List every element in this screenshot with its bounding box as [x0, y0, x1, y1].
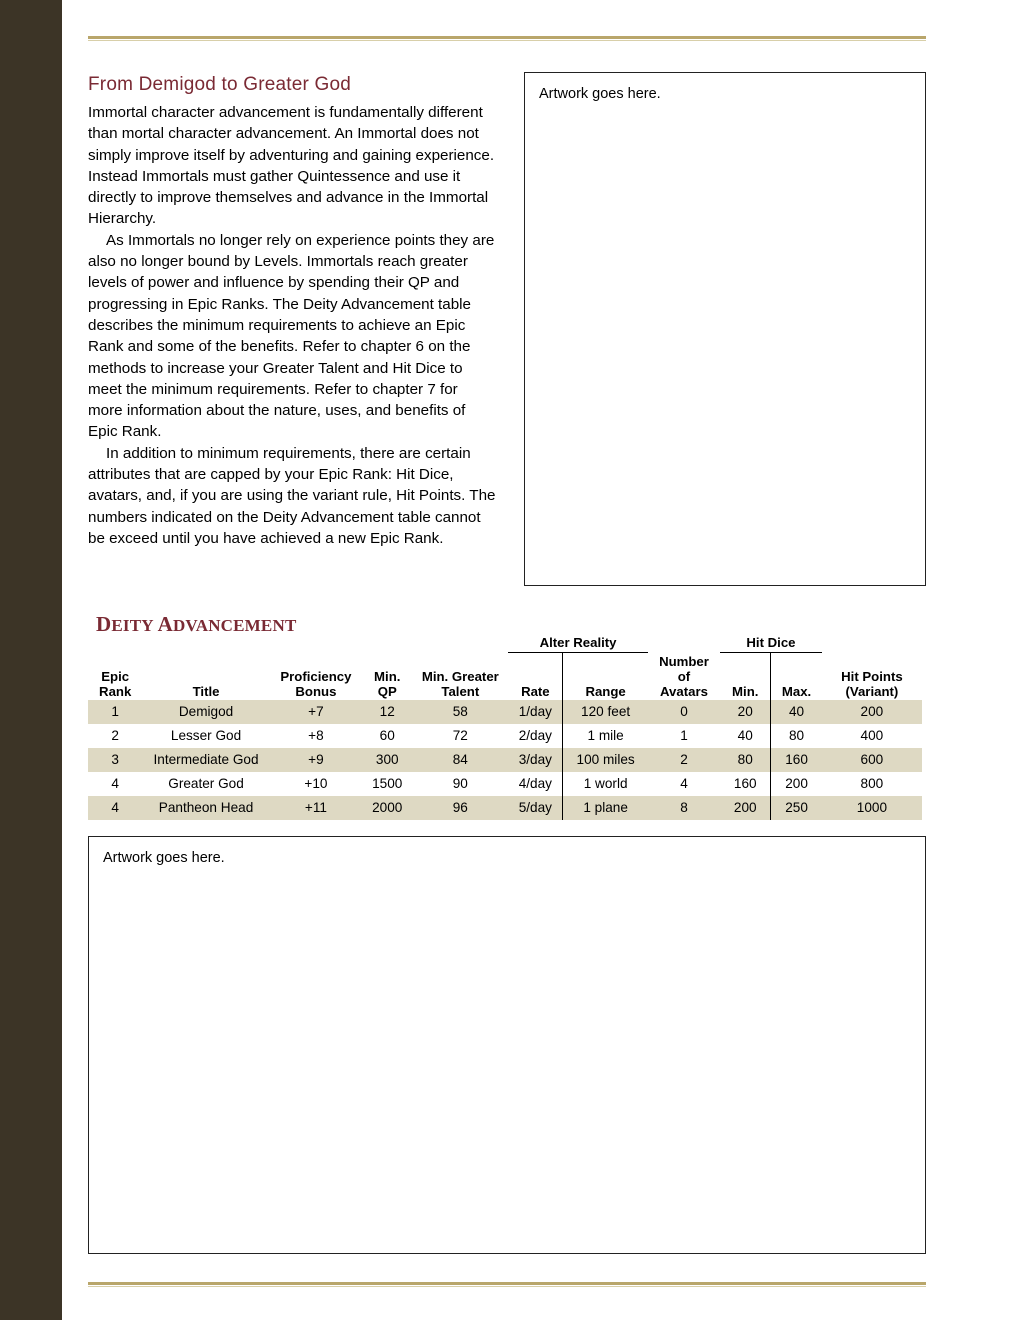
table-row	[88, 772, 922, 796]
cell-hit-points: 400	[822, 724, 922, 748]
cell-hd-min: 160	[720, 772, 771, 796]
cell-min-talent: 90	[412, 772, 508, 796]
group-header-alter-reality: Alter Reality	[508, 634, 648, 653]
cell-title: Pantheon Head	[142, 796, 269, 820]
header-min-talent-line1: Min. Greater	[421, 668, 499, 684]
group-spacer-title	[142, 634, 269, 653]
table-heading-text-2: DVANCEMENT	[172, 616, 297, 635]
cell-epic-rank: 3	[88, 748, 142, 772]
header-range: Range	[563, 653, 648, 700]
header-min-qp-line1: Min.	[374, 668, 401, 684]
group-spacer-rank	[88, 634, 142, 653]
cell-proficiency: +10	[270, 772, 362, 796]
cell-epic-rank: 1	[88, 700, 142, 724]
table-row	[88, 796, 922, 820]
cell-hit-points: 1000	[822, 796, 922, 820]
cell-hd-max: 200	[771, 772, 822, 796]
table-body	[88, 700, 922, 820]
cell-title: Demigod	[142, 700, 269, 724]
paragraph-3: In addition to minimum requirements, there are certain attributes that are capped by your Epic Rank: Hit Dice, avatars, and, if you are using the variant rule, Hit Points. The numbers indicated on the Deity Advancement table cannot be exceed until you have achieved a new Epic Rank.	[88, 444, 496, 547]
cell-hd-min: 200	[720, 796, 771, 820]
cell-rate: 4/day	[508, 772, 563, 796]
header-min-qp-line2: QP	[377, 683, 397, 699]
cell-hit-points: 200	[822, 700, 922, 724]
cell-range: 100 miles	[563, 748, 648, 772]
cell-min-qp: 60	[362, 724, 412, 748]
header-min-greater-talent	[412, 653, 508, 700]
table-row	[88, 700, 922, 724]
header-hd-min: Min.	[732, 683, 759, 699]
paragraph-1: Immortal character advancement is fundamentally different than mortal character advancement. An Immortal does not simply improve itself by adventuring and gaining experience. Instead Immortals must gather Quintessence and use it directly to improve themselves and advance in the Immortal Hierarchy.	[88, 104, 495, 228]
cell-min-talent: 96	[412, 796, 508, 820]
cell-min-qp: 12	[362, 700, 412, 724]
table-row	[88, 724, 922, 748]
cell-avatars: 0	[648, 700, 720, 724]
group-spacer-hp	[822, 634, 922, 653]
table-header-row	[88, 653, 922, 700]
cell-avatars: 8	[648, 796, 720, 820]
cell-hit-points: 800	[822, 772, 922, 796]
cell-proficiency: +9	[270, 748, 362, 772]
cell-title: Intermediate God	[142, 748, 269, 772]
table-row	[88, 748, 922, 772]
cell-hd-min: 40	[720, 724, 771, 748]
header-min-qp	[362, 653, 412, 700]
artwork-placeholder-bottom	[88, 836, 926, 1254]
header-epic-rank-line2: Rank	[99, 683, 132, 699]
cell-avatars: 4	[648, 772, 720, 796]
cell-hd-min: 20	[720, 700, 771, 724]
page-edge-bar-inner	[62, 0, 72, 1320]
header-title: Title	[192, 683, 220, 699]
header-hp-line2: (Variant)	[845, 683, 899, 699]
cell-epic-rank: 4	[88, 796, 142, 820]
cell-min-qp: 1500	[362, 772, 412, 796]
group-spacer-avatars	[648, 634, 720, 653]
page-title: From Demigod to Greater God	[88, 74, 352, 95]
header-min-talent-line2: Talent	[441, 683, 480, 699]
header-avatars-line2: of	[677, 668, 691, 684]
artwork-placeholder-bottom-label: Artwork goes here.	[103, 850, 225, 866]
cell-min-talent: 72	[412, 724, 508, 748]
group-header-hit-dice: Hit Dice	[720, 634, 822, 653]
cell-rate: 2/day	[508, 724, 563, 748]
cell-range: 1 mile	[563, 724, 648, 748]
group-spacer-talent	[412, 634, 508, 653]
cell-hd-max: 40	[771, 700, 822, 724]
body-text-column	[88, 74, 496, 549]
cell-epic-rank: 4	[88, 772, 142, 796]
cell-range: 1 world	[563, 772, 648, 796]
cell-min-qp: 2000	[362, 796, 412, 820]
cell-proficiency: +7	[270, 700, 362, 724]
footer-rule	[88, 1282, 926, 1285]
header-proficiency	[270, 653, 362, 700]
cell-title: Greater God	[142, 772, 269, 796]
header-epic-rank	[88, 653, 142, 700]
cell-min-qp: 300	[362, 748, 412, 772]
table-heading-cap-1: D	[96, 612, 112, 636]
cell-avatars: 2	[648, 748, 720, 772]
cell-range: 120 feet	[563, 700, 648, 724]
deity-advancement-table	[88, 634, 922, 820]
header-rate: Rate	[521, 683, 550, 699]
artwork-placeholder-top-label: Artwork goes here.	[539, 86, 661, 102]
header-proficiency-line2: Bonus	[295, 683, 337, 699]
table-heading-cap-2: A	[157, 612, 173, 636]
cell-hit-points: 600	[822, 748, 922, 772]
header-hit-points	[822, 653, 922, 700]
cell-hd-max: 160	[771, 748, 822, 772]
header-hp-line1: Hit Points	[841, 668, 903, 684]
table-group-header-row	[88, 634, 922, 653]
cell-proficiency: +8	[270, 724, 362, 748]
cell-min-talent: 84	[412, 748, 508, 772]
cell-rate: 3/day	[508, 748, 563, 772]
header-hd-max: Max.	[771, 653, 822, 700]
cell-rate: 1/day	[508, 700, 563, 724]
group-spacer-prof	[270, 634, 362, 653]
cell-rate: 5/day	[508, 796, 563, 820]
cell-hd-max: 80	[771, 724, 822, 748]
header-proficiency-line1: Proficiency	[280, 668, 352, 684]
cell-epic-rank: 2	[88, 724, 142, 748]
cell-min-talent: 58	[412, 700, 508, 724]
cell-proficiency: +11	[270, 796, 362, 820]
header-avatars-line3: Avatars	[660, 683, 708, 699]
header-avatars-line1: Number	[659, 653, 709, 669]
cell-range: 1 plane	[563, 796, 648, 820]
cell-avatars: 1	[648, 724, 720, 748]
cell-title: Lesser God	[142, 724, 269, 748]
artwork-placeholder-top	[524, 72, 926, 586]
cell-hd-min: 80	[720, 748, 771, 772]
header-rule	[88, 36, 926, 39]
paragraph-2: As Immortals no longer rely on experience points they are also no longer bound by Levels. Immortals reach greater levels of power and influence by spending their QP and progressing in Epic Ranks. The Deity Advancement table describes the minimum requirements to achieve an Epic Rank and some of the benefits. Refer to chapter 6 on the methods to increase your Greater Talent and Hit Dice to meet the minimum requirements. Refer to chapter 7 for more information about the nature, uses, and benefits of Epic Rank.	[88, 231, 495, 441]
cell-hd-max: 250	[771, 796, 822, 820]
header-number-of-avatars	[648, 653, 720, 700]
page-edge-bar	[0, 0, 62, 1320]
table-heading-text-1: EITY	[111, 616, 158, 635]
table-head	[88, 634, 922, 700]
header-epic-rank-line1: Epic	[101, 668, 130, 684]
group-spacer-qp	[362, 634, 412, 653]
